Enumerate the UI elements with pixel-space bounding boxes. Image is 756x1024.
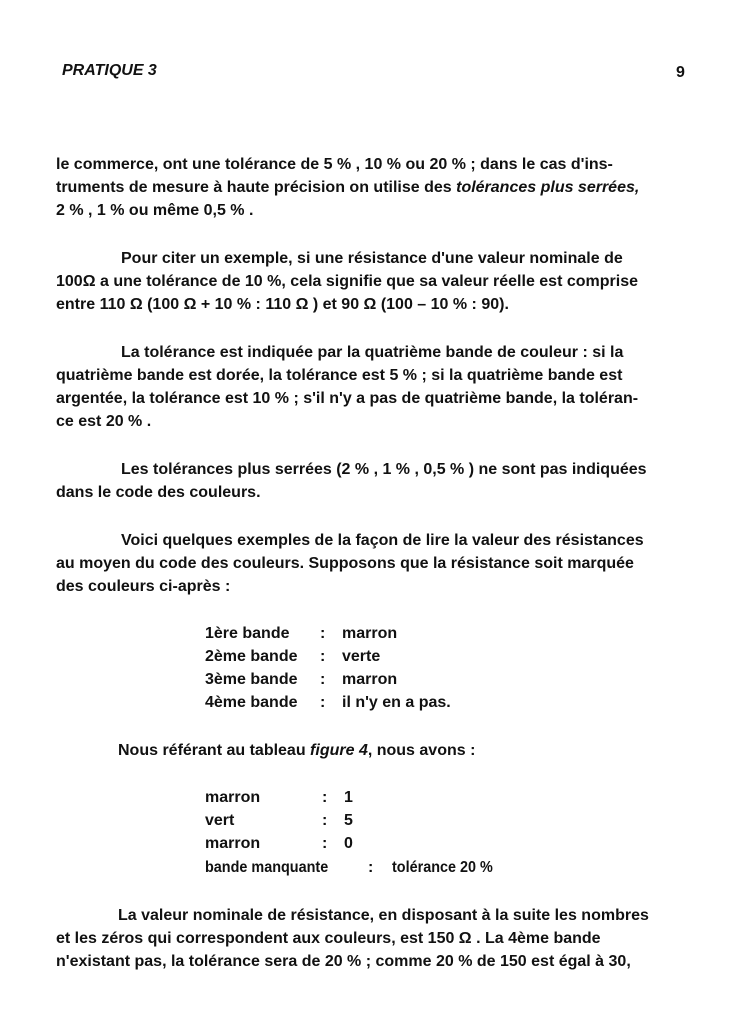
text-line: [56, 178, 639, 198]
text-line: 100Ω a une tolérance de 10 %, cela signifie que sa valeur réelle est comprise: [56, 273, 638, 290]
text-line: Voici quelques exemples de la façon de lire la valeur des résistances: [121, 532, 644, 549]
separator: :: [322, 835, 328, 852]
band-label: 2ème bande: [205, 648, 298, 665]
band-label: 1ère bande: [205, 625, 290, 642]
color-name: marron: [205, 835, 261, 852]
text-line: 2 % , 1 % ou même 0,5 % .: [56, 202, 254, 219]
paragraph-6: [118, 741, 475, 761]
separator: :: [322, 812, 328, 829]
running-title: PRATIQUE 3: [62, 62, 157, 79]
text-line: entre 110 Ω (100 Ω + 10 % : 110 Ω ) et 90 Ω (100 – 10 % : 90).: [56, 296, 509, 313]
color-value: 0: [344, 835, 353, 852]
text-line: n'existant pas, la tolérance sera de 20 % ; comme 20 % de 150 est égal à 30,: [56, 953, 631, 970]
color-name: vert: [205, 812, 235, 829]
color-name: bande manquante: [205, 859, 329, 876]
band-label: 4ème bande: [205, 694, 298, 711]
text-line: au moyen du code des couleurs. Supposons que la résistance soit marquée: [56, 555, 634, 572]
color-name: marron: [205, 789, 261, 806]
band-label: 3ème bande: [205, 671, 298, 688]
color-value: 5: [344, 812, 353, 829]
separator: :: [320, 671, 326, 688]
separator: :: [368, 859, 374, 876]
band-color: marron: [342, 625, 398, 642]
text-line: Les tolérances plus serrées (2 % , 1 % , 0,5 % ) ne sont pas indiquées: [121, 461, 647, 478]
separator: :: [320, 625, 326, 642]
band-color: marron: [342, 671, 398, 688]
text-line: La valeur nominale de résistance, en disposant à la suite les nombres: [118, 907, 649, 924]
color-value: tolérance 20 %: [392, 859, 493, 876]
text-run: truments de mesure à haute précision on utilise des: [56, 179, 457, 196]
text-line: ce est 20 % .: [56, 413, 152, 430]
text-run: Nous référant au tableau: [118, 742, 311, 759]
text-line: le commerce, ont une tolérance de 5 % , 10 % ou 20 % ; dans le cas d'ins-: [56, 156, 613, 173]
text-line: argentée, la tolérance est 10 % ; s'il n'y a pas de quatrième bande, la toléran-: [56, 390, 639, 407]
separator: :: [322, 789, 328, 806]
text-line: La tolérance est indiquée par la quatrième bande de couleur : si la: [121, 344, 624, 361]
text-run: , nous avons :: [367, 742, 476, 759]
text-line: et les zéros qui correspondent aux couleurs, est 150 Ω . La 4ème bande: [56, 930, 601, 947]
color-value: 1: [344, 789, 353, 806]
text-line: dans le code des couleurs.: [56, 484, 261, 501]
separator: :: [320, 694, 326, 711]
separator: :: [320, 648, 326, 665]
band-color: verte: [342, 648, 381, 665]
band-color: il n'y en a pas.: [342, 694, 451, 711]
italic-emphasis: tolérances plus serrées,: [456, 179, 640, 196]
text-line: quatrième bande est dorée, la tolérance est 5 % ; si la quatrième bande est: [56, 367, 623, 384]
text-line: Pour citer un exemple, si une résistance d'une valeur nominale de: [121, 250, 623, 267]
figure-reference: figure 4: [310, 742, 368, 759]
text-line: des couleurs ci-après :: [56, 578, 231, 595]
page-number: 9: [676, 64, 685, 81]
